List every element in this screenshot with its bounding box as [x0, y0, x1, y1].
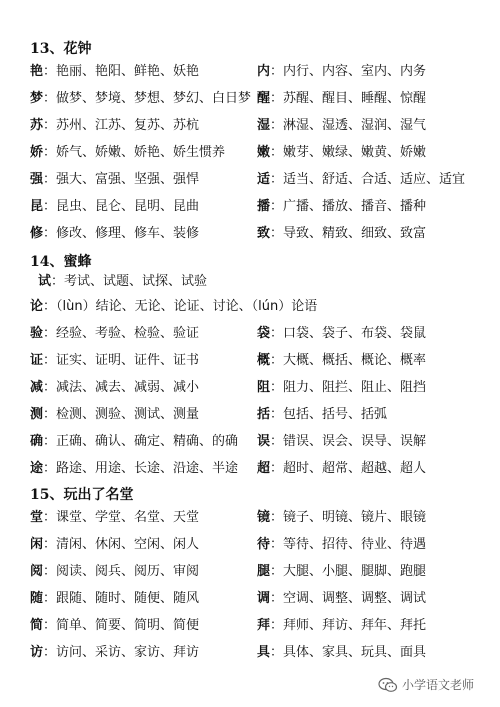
entry-char: 试: [38, 274, 52, 289]
word-entry: 腿：大腿、小腿、腿脚、跑腿: [257, 564, 427, 579]
entry-char: 访: [30, 645, 44, 660]
entry-words: 证实、证明、证件、证书: [56, 353, 200, 368]
word-entry: 阻：阻力、阻拦、阻止、阻挡: [257, 380, 427, 395]
entry-char: 袋: [257, 326, 271, 341]
entry-words: 娇气、娇嫩、娇艳、娇生惯养: [56, 145, 226, 160]
entry-words: 访问、采访、家访、拜访: [56, 645, 200, 660]
entry-char: 镜: [257, 510, 271, 525]
entry-char: 修: [30, 226, 44, 241]
entry-words: 适当、舒适、合适、适应、适宜: [283, 172, 466, 187]
entry-words: 路途、用途、长途、沿途、半途: [56, 461, 239, 476]
entry-words: 嫩芽、嫩绿、嫩黄、娇嫩: [283, 145, 427, 160]
wechat-icon: [378, 677, 398, 693]
entry-words: 超时、超常、超越、超人: [283, 461, 427, 476]
entry-words: 跟随、随时、随便、随风: [56, 591, 200, 606]
entry-words: 空调、调整、调整、调试: [283, 591, 427, 606]
word-entry: 昆：昆虫、昆仑、昆明、昆曲: [30, 199, 200, 214]
word-entry: 艳：艳丽、艳阳、鲜艳、妖艳: [30, 64, 200, 79]
word-entry: 具：具体、家具、玩具、面具: [257, 645, 427, 660]
entry-words: 检测、测验、测试、测量: [56, 407, 200, 422]
word-entry: 湿：淋湿、湿透、湿润、湿气: [257, 118, 427, 133]
word-entry: 嫩：嫩芽、嫩绿、嫩黄、娇嫩: [257, 145, 427, 160]
word-entry: 试：考试、试题、试探、试验: [38, 274, 208, 289]
word-entry: 苏：苏州、江苏、复苏、苏杭: [30, 118, 200, 133]
entry-words: 阻力、阻拦、阻止、阻挡: [283, 380, 427, 395]
word-entry: 括：包括、括号、括弧: [257, 407, 388, 422]
entry-char: 艳: [30, 64, 44, 79]
entry-words: 等待、招待、待业、待遇: [283, 537, 427, 552]
entry-words: 昆虫、昆仑、昆明、昆曲: [56, 199, 200, 214]
word-entry: 论：（lùn）结论、无论、论证、讨论、（lún）论语: [30, 299, 318, 314]
entry-char: 误: [257, 434, 271, 449]
entry-char: 论: [30, 299, 44, 314]
entry-words: 课堂、学堂、名堂、天堂: [56, 510, 200, 525]
word-entry: 内：内行、内容、室内、内务: [257, 64, 427, 79]
entry-char: 内: [257, 64, 271, 79]
entry-words: 错误、误会、误导、误解: [283, 434, 427, 449]
word-entry: 修：修改、修理、修车、装修: [30, 226, 200, 241]
word-entry: 途：路途、用途、长途、沿途、半途: [30, 461, 239, 476]
entry-char: 超: [257, 461, 271, 476]
word-entry: 拜：拜师、拜访、拜年、拜托: [257, 618, 427, 633]
entry-words: 苏醒、醒目、睡醒、惊醒: [283, 91, 427, 106]
word-entry: 访：访问、采访、家访、拜访: [30, 645, 200, 660]
entry-words: 经验、考验、检验、验证: [56, 326, 200, 341]
entry-char: 娇: [30, 145, 44, 160]
word-entry: 镜：镜子、明镜、镜片、眼镜: [257, 510, 427, 525]
entry-words: 做梦、梦境、梦想、梦幻、白日梦: [56, 91, 252, 106]
word-entry: 醒：苏醒、醒目、睡醒、惊醒: [257, 91, 427, 106]
entry-words: 正确、确认、确定、精确、的确: [56, 434, 239, 449]
entry-words: 阅读、阅兵、阅历、审阅: [56, 564, 200, 579]
word-entry: 袋：口袋、袋子、布袋、袋鼠: [257, 326, 427, 341]
entry-char: 拜: [257, 618, 271, 633]
entry-char: 调: [257, 591, 271, 606]
watermark-text: 小学语文老师: [402, 678, 475, 692]
entry-words: 包括、括号、括弧: [283, 407, 388, 422]
entry-char: 证: [30, 353, 44, 368]
entry-char: 阅: [30, 564, 44, 579]
entry-char: 途: [30, 461, 44, 476]
entry-words: 大概、概括、概论、概率: [283, 353, 427, 368]
entry-char: 概: [257, 353, 271, 368]
entry-char: 醒: [257, 91, 271, 106]
entry-words: （lùn）结论、无论、论证、讨论、（lún）论语: [56, 299, 318, 314]
word-entry: 误：错误、误会、误导、误解: [257, 434, 427, 449]
section-heading: 15、玩出了名堂: [30, 487, 134, 503]
entry-char: 简: [30, 618, 44, 633]
word-entry: 适：适当、舒适、合适、适应、适宜: [257, 172, 466, 187]
entry-words: 苏州、江苏、复苏、苏杭: [56, 118, 200, 133]
entry-words: 口袋、袋子、布袋、袋鼠: [283, 326, 427, 341]
word-entry: 简：简单、简要、简明、简便: [30, 618, 200, 633]
entry-char: 待: [257, 537, 271, 552]
word-entry: 超：超时、超常、超越、超人: [257, 461, 427, 476]
entry-char: 苏: [30, 118, 44, 133]
entry-words: 修改、修理、修车、装修: [56, 226, 200, 241]
entry-char: 随: [30, 591, 44, 606]
entry-words: 导致、精致、细致、致富: [283, 226, 427, 241]
entry-char: 适: [257, 172, 271, 187]
entry-char: 播: [257, 199, 271, 214]
word-entry: 娇：娇气、娇嫩、娇艳、娇生惯养: [30, 145, 226, 160]
watermark: [378, 676, 474, 693]
entry-char: 减: [30, 380, 44, 395]
entry-words: 镜子、明镜、镜片、眼镜: [283, 510, 427, 525]
entry-char: 闲: [30, 537, 44, 552]
entry-words: 广播、播放、播音、播种: [283, 199, 427, 214]
word-entry: 闲：清闲、休闲、空闲、闲人: [30, 537, 200, 552]
word-entry: 验：经验、考验、检验、验证: [30, 326, 200, 341]
entry-words: 简单、简要、简明、简便: [56, 618, 200, 633]
entry-words: 艳丽、艳阳、鲜艳、妖艳: [56, 64, 200, 79]
word-entry: 概：大概、概括、概论、概率: [257, 353, 427, 368]
entry-words: 淋湿、湿透、湿润、湿气: [283, 118, 427, 133]
entry-words: 内行、内容、室内、内务: [283, 64, 427, 79]
word-entry: 强：强大、富强、坚强、强悍: [30, 172, 200, 187]
entry-char: 致: [257, 226, 271, 241]
word-entry: 确：正确、确认、确定、精确、的确: [30, 434, 239, 449]
entry-char: 嫩: [257, 145, 271, 160]
entry-char: 验: [30, 326, 44, 341]
word-entry: 致：导致、精致、细致、致富: [257, 226, 427, 241]
word-entry: 待：等待、招待、待业、待遇: [257, 537, 427, 552]
word-entry: 证：证实、证明、证件、证书: [30, 353, 200, 368]
entry-words: 减法、减去、减弱、减小: [56, 380, 200, 395]
entry-words: 拜师、拜访、拜年、拜托: [283, 618, 427, 633]
entry-char: 具: [257, 645, 271, 660]
entry-char: 强: [30, 172, 44, 187]
section-heading: 13、花钟: [30, 41, 92, 57]
entry-char: 阻: [257, 380, 271, 395]
word-entry: 测：检测、测验、测试、测量: [30, 407, 200, 422]
entry-char: 堂: [30, 510, 44, 525]
entry-words: 大腿、小腿、腿脚、跑腿: [283, 564, 427, 579]
entry-words: 强大、富强、坚强、强悍: [56, 172, 200, 187]
entry-char: 测: [30, 407, 44, 422]
entry-words: 考试、试题、试探、试验: [64, 274, 208, 289]
entry-words: 清闲、休闲、空闲、闲人: [56, 537, 200, 552]
entry-char: 湿: [257, 118, 271, 133]
word-entry: 播：广播、播放、播音、播种: [257, 199, 427, 214]
word-entry: 阅：阅读、阅兵、阅历、审阅: [30, 564, 200, 579]
word-entry: 堂：课堂、学堂、名堂、天堂: [30, 510, 200, 525]
word-entry: 减：减法、减去、减弱、减小: [30, 380, 200, 395]
entry-char: 确: [30, 434, 44, 449]
entry-char: 昆: [30, 199, 44, 214]
entry-char: 括: [257, 407, 271, 422]
entry-char: 腿: [257, 564, 271, 579]
word-entry: 随：跟随、随时、随便、随风: [30, 591, 200, 606]
word-entry: 调：空调、调整、调整、调试: [257, 591, 427, 606]
entry-words: 具体、家具、玩具、面具: [283, 645, 427, 660]
entry-char: 梦: [30, 91, 44, 106]
word-entry: 梦：做梦、梦境、梦想、梦幻、白日梦: [30, 91, 252, 106]
section-heading: 14、蜜蜂: [30, 254, 92, 270]
